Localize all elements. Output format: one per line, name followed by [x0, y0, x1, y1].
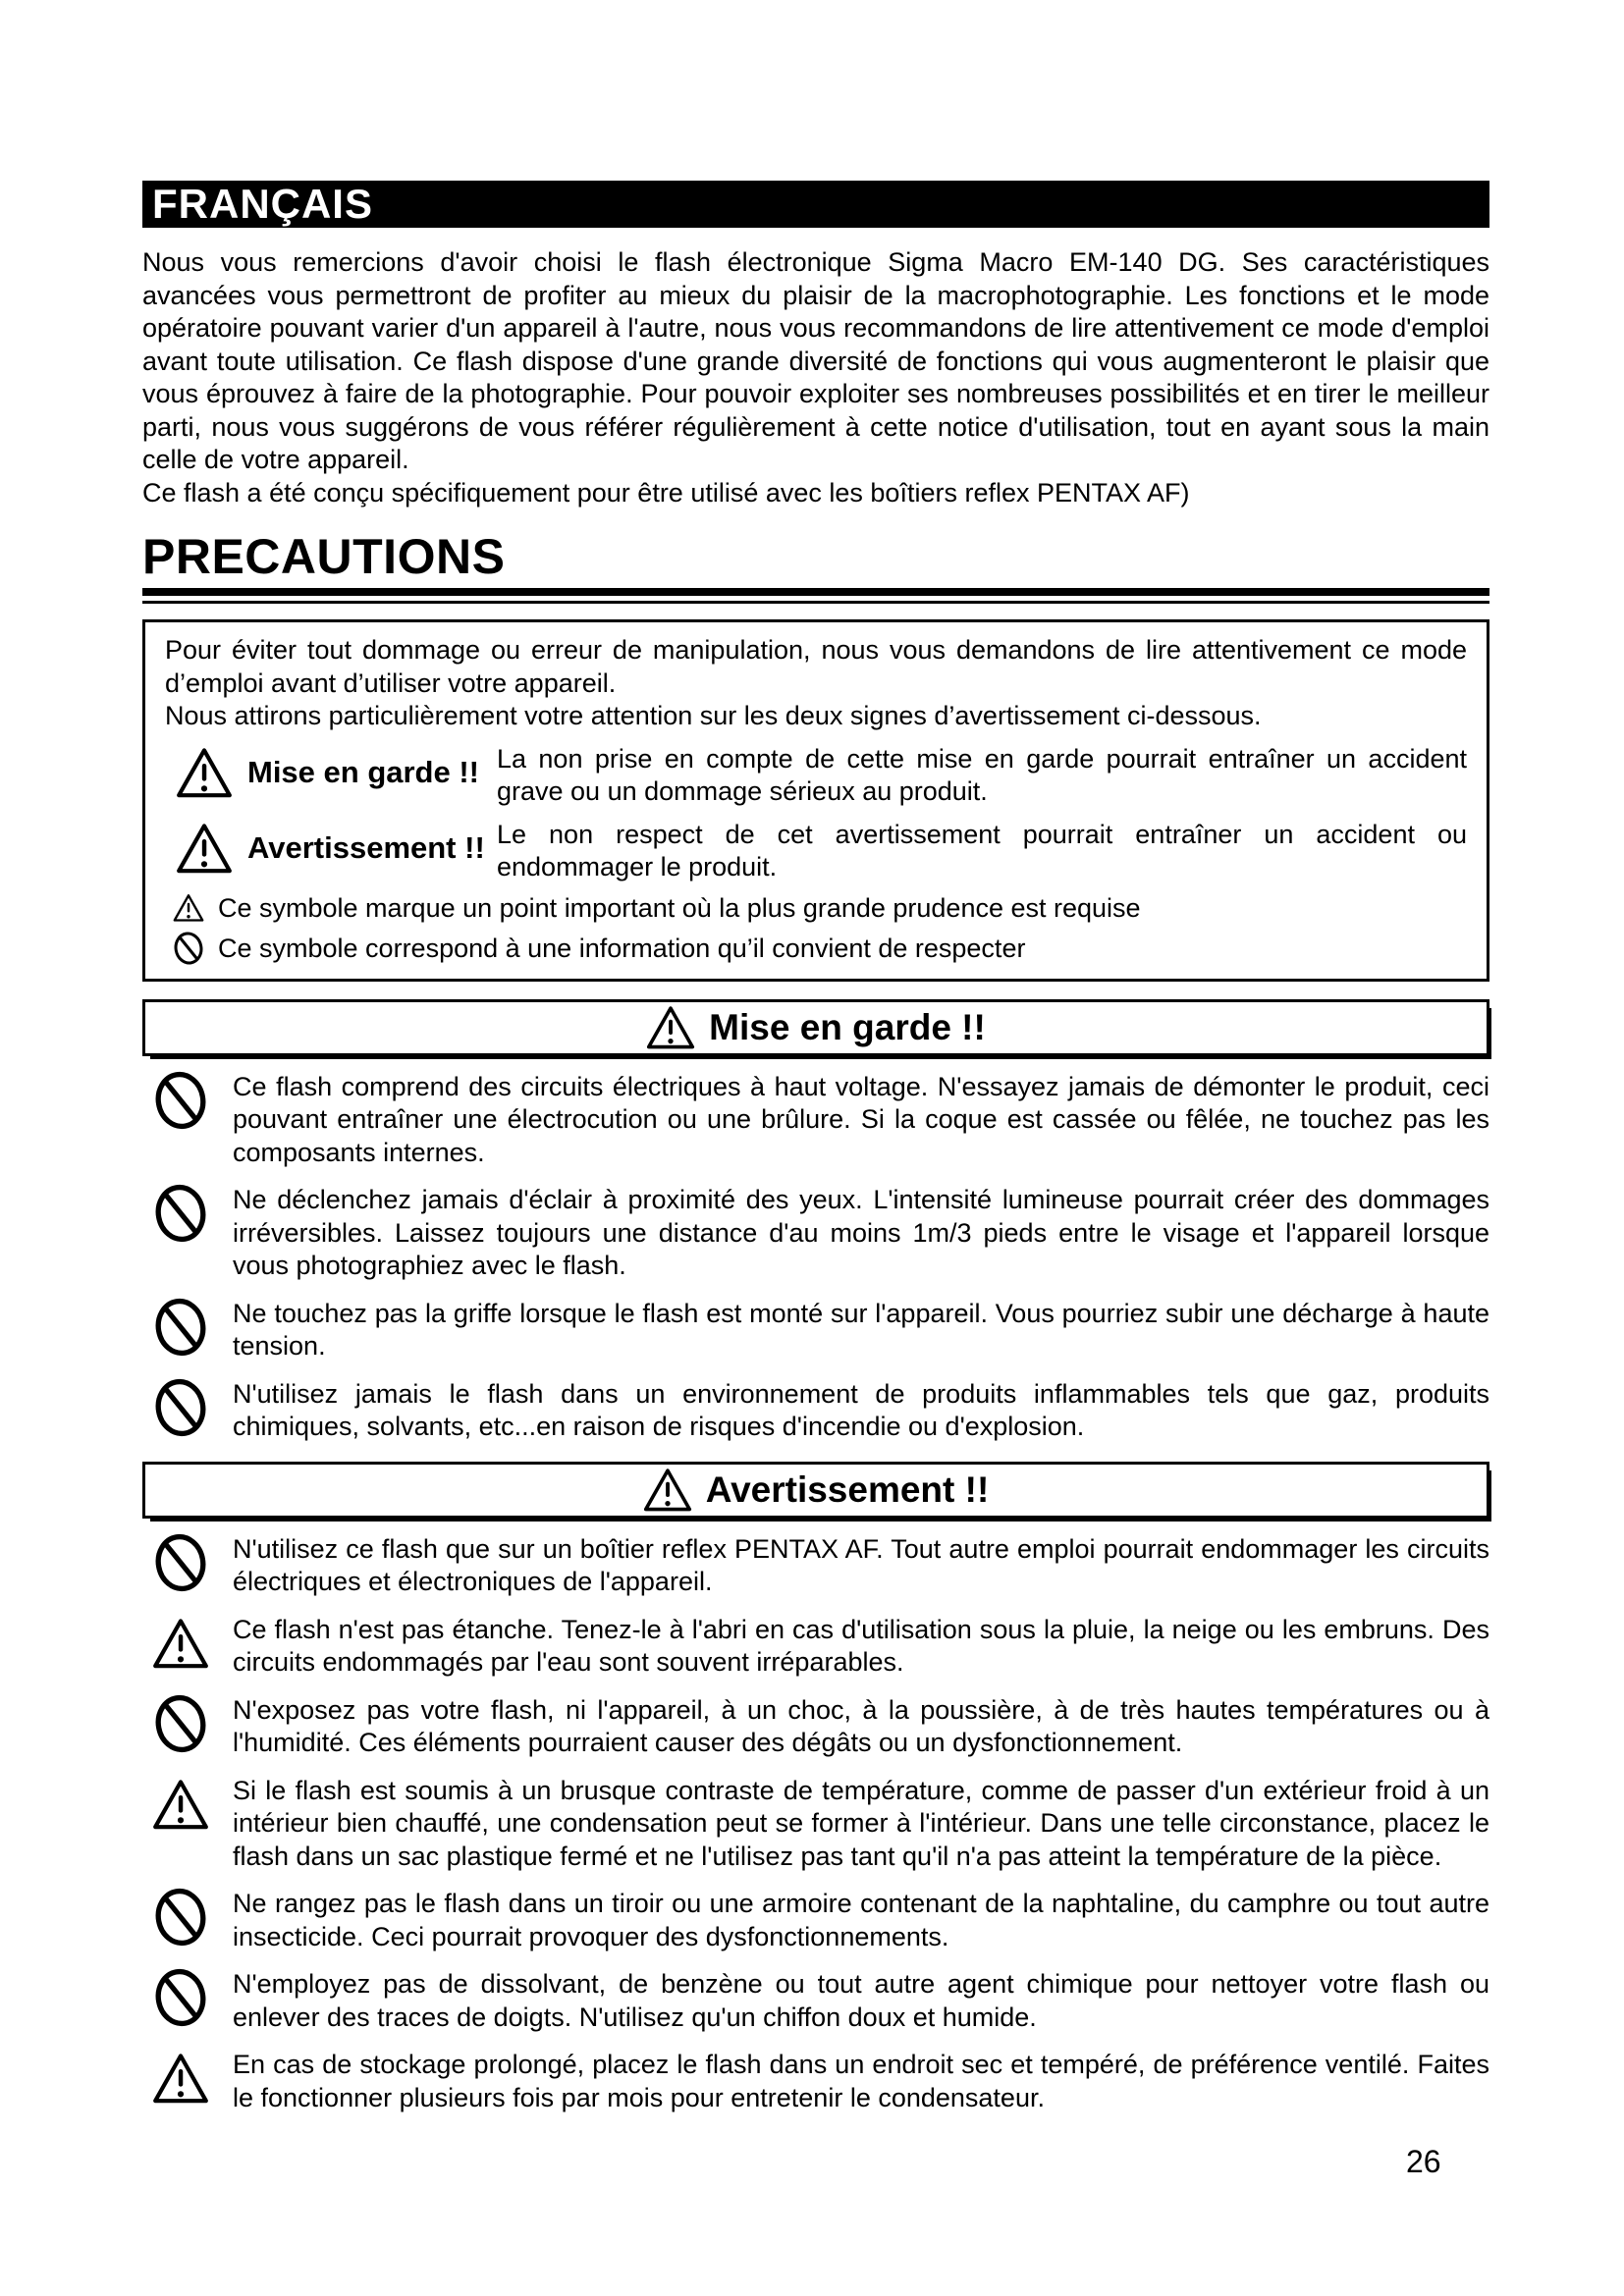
warning-triangle-icon	[150, 1614, 211, 1680]
warning-item-text: Ne rangez pas le flash dans un tiroir ou une armoire contenant de la naphtaline, du camphre ou tout autre insecticide. Ceci pourrait provoquer des dysfonctionnements.	[233, 1889, 1489, 1951]
definition-text: Le non respect de cet avertissement pourrait entraîner un accident ou endommager le produit.	[497, 819, 1467, 881]
language-header-label: FRANÇAIS	[152, 181, 373, 227]
prohibition-icon	[150, 1378, 211, 1444]
prohibition-icon	[150, 1071, 211, 1170]
precaution-notice-box	[142, 619, 1489, 982]
mise-en-garde-header	[142, 999, 1489, 1056]
warning-item	[142, 1533, 1489, 1599]
warning-item	[142, 1071, 1489, 1170]
prohibition-icon	[150, 1533, 211, 1599]
prohibition-icon	[150, 1888, 211, 1953]
warning-item	[142, 1184, 1489, 1283]
language-header-bar	[142, 181, 1489, 228]
definition-text: La non prise en compte de cette mise en garde pourrait entraîner un accident grave ou un dommage sérieux au produit.	[497, 743, 1467, 806]
notice-line-1: Pour éviter tout dommage ou erreur de manipulation, nous vous demandons de lire attentivement ce mode d’emploi avant d’utiliser votre appareil.	[165, 635, 1467, 698]
title-rule-thick	[142, 588, 1489, 596]
warning-item-text: En cas de stockage prolongé, placez le flash dans un endroit sec et tempéré, de préférence ventilé. Faites le fonctionner plusieurs fois par mois pour entretenir le condensateur.	[233, 2050, 1489, 2112]
warning-item-text: Si le flash est soumis à un brusque contraste de température, comme de passer d'un extérieur froid à un intérieur bien chauffé, une condensation peut se former à l'intérieur. Dans une telle circonstance, placez le flash dans un sac plastique fermé et ne l'utilisez pas tant qu'il n'a pas atteint la température de la pièce.	[233, 1775, 1489, 1871]
page-number: 26	[1406, 2144, 1441, 2179]
warning-item	[142, 1614, 1489, 1680]
warning-item-text: Ne déclenchez jamais d'éclair à proximité des yeux. L'intensité lumineuse pourrait créer des dommages irréversibles. Laissez toujours une distance d'au moins 1m/3 pieds entre le visage et l'appareil lorsque vous photographiez avec le flash.	[233, 1185, 1489, 1280]
warning-item-text: N'utilisez jamais le flash dans un environnement de produits inflammables tels que gaz, produits chimiques, solvants, etc...en raison de risques d'incendie ou d'explosion.	[233, 1378, 1489, 1441]
warning-item-text: Ce flash comprend des circuits électriques à haut voltage. N'essayez jamais de démonter le produit, ceci pouvant entraîner une électrocution ou une brûlure. Si la coque est cassée ou fêlée, ne touchez pas les composants internes.	[233, 1071, 1489, 1167]
definition-row-avertissement	[165, 819, 1467, 884]
prohibition-icon	[150, 1968, 211, 2034]
symbol-legend-text: Ce symbole correspond à une information qu’il convient de respecter	[218, 933, 1026, 963]
warning-item-text: N'utilisez ce flash que sur un boîtier reflex PENTAX AF. Tout autre emploi pourrait endommager les circuits électriques et électroniques de l'appareil.	[233, 1533, 1489, 1596]
warning-item	[142, 1694, 1489, 1760]
title-rule-thin	[142, 601, 1489, 604]
warning-item-text: Ne touchez pas la griffe lorsque le flash est monté sur l'appareil. Vous pourriez subir une décharge à haute tension.	[233, 1298, 1489, 1361]
warning-item	[142, 1775, 1489, 1874]
warning-triangle-icon	[169, 891, 208, 925]
section-heading: Avertissement !!	[705, 1468, 990, 1510]
warning-triangle-icon	[150, 2049, 211, 2114]
warning-triangle-icon	[150, 1775, 211, 1874]
symbol-legend-row	[165, 932, 1467, 965]
notice-line-2: Nous attirons particulièrement votre attention sur les deux signes d’avertissement ci-dessous.	[165, 701, 1262, 730]
definition-label: Mise en garde !!	[247, 754, 479, 789]
warning-item-text: N'exposez pas votre flash, ni l'appareil, à un choc, à la poussière, à de très hautes températures ou à l'humidité. Ces éléments pourraient causer des dégâts ou un dysfonctionnement.	[233, 1694, 1489, 1757]
prohibition-icon	[169, 932, 208, 965]
warning-triangle-icon	[175, 743, 234, 809]
warning-item	[142, 1378, 1489, 1444]
warning-triangle-icon	[643, 1468, 692, 1513]
warning-item	[142, 2049, 1489, 2114]
warning-item-text: Ce flash n'est pas étanche. Tenez-le à l'abri en cas d'utilisation sous la pluie, la neige ou les embruns. Des circuits endommagés par l'eau sont souvent irréparables.	[233, 1614, 1489, 1677]
precautions-title: PRECAUTIONS	[142, 529, 506, 584]
warning-triangle-icon	[175, 819, 234, 884]
definition-row-mise-en-garde	[165, 743, 1467, 809]
prohibition-icon	[150, 1694, 211, 1760]
warning-triangle-icon	[646, 1005, 695, 1050]
intro-section	[142, 246, 1489, 509]
warning-item	[142, 1298, 1489, 1363]
warning-item	[142, 1888, 1489, 1953]
warning-item	[142, 1968, 1489, 2034]
symbol-legend-row	[165, 891, 1467, 925]
prohibition-icon	[150, 1298, 211, 1363]
compatibility-note: Ce flash a été conçu spécifiquement pour être utilisé avec les boîtiers reflex PENTAX AF)	[142, 477, 1190, 507]
symbol-legend-text: Ce symbole marque un point important où la plus grande prudence est requise	[218, 892, 1141, 923]
prohibition-icon	[150, 1184, 211, 1283]
section-heading: Mise en garde !!	[709, 1006, 986, 1047]
avertissement-header	[142, 1462, 1489, 1519]
definition-label: Avertissement !!	[247, 829, 485, 865]
page-content	[142, 0, 1489, 2114]
warning-item-text: N'employez pas de dissolvant, de benzène ou tout autre agent chimique pour nettoyer votre flash ou enlever des traces de doigts. N'utilisez qu'un chiffon doux et humide.	[233, 1969, 1489, 2032]
intro-paragraph: Nous vous remercions d'avoir choisi le flash électronique Sigma Macro EM-140 DG. Ses caractéristiques avancées vous permettront de profiter au mieux du plaisir de la macrophotographie. Les fonctions et le mode opératoire pouvant varier d'un appareil à l'autre, nous vous recommandons de lire attentivement ce mode d'emploi avant toute utilisation. Ce flash dispose d'une grande diversité de fonctions qui vous augmenteront le plaisir que vous éprouvez à faire de la photographie. Pour pouvoir exploiter ses nombreuses possibilités et en tirer le meilleur parti, nous vous suggérons de vous référer régulièrement à cette notice d'utilisation, tout en ayant sous la main celle de votre appareil.	[142, 247, 1489, 474]
